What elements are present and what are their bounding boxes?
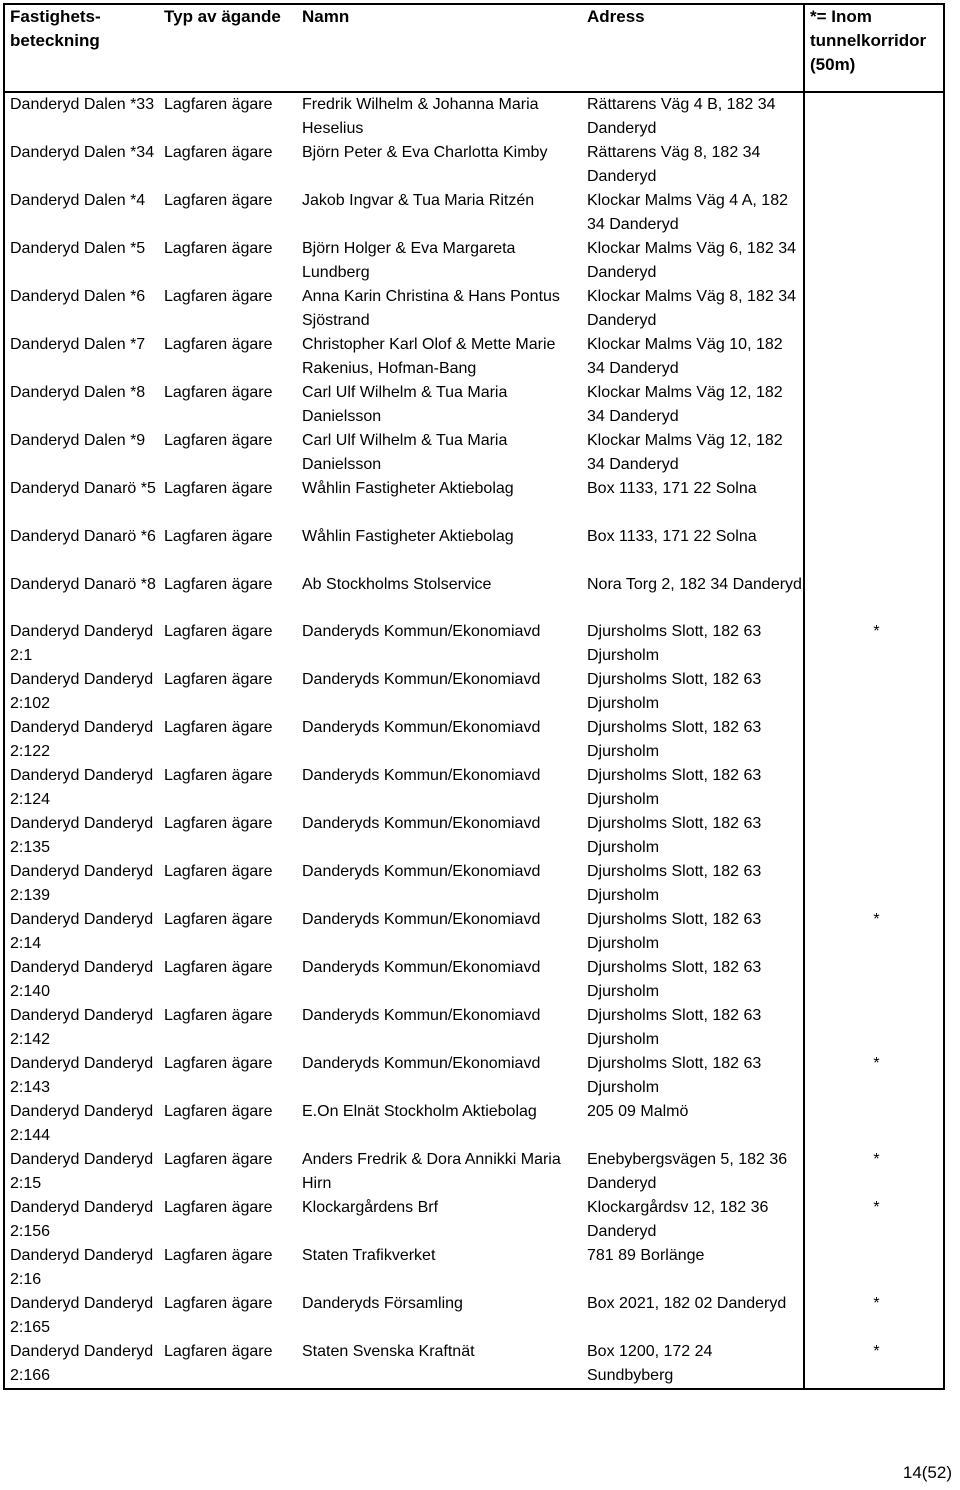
cell-typ-av-agande: Lagfaren ägare — [164, 96, 273, 113]
cell-fastighetsbeteckning: Danderyd Danderyd 2:156 — [10, 1199, 154, 1241]
table-row — [4, 333, 944, 381]
cell-namn: Staten Svenska Kraftnät — [302, 1343, 475, 1361]
cell-fastighetsbeteckning: Danderyd Danderyd 2:124 — [10, 767, 154, 809]
table-row — [4, 1148, 944, 1196]
cell-typ-av-agande: Lagfaren ägare — [164, 288, 273, 305]
cell-adress: Djursholms Slott, 182 63 Djursholm — [587, 959, 762, 1001]
cell-adress: Djursholms Slott, 182 63 Djursholm — [587, 767, 762, 809]
table-row — [4, 956, 944, 1004]
cell-tunnelkorridor — [804, 573, 944, 621]
header-fastighetsbeteckning: Fastighets- beteckning — [4, 4, 159, 92]
cell-namn: Staten Trafikverket — [302, 1247, 436, 1265]
cell-tunnelkorridor: * — [804, 620, 944, 668]
cell-typ-av-agande: Lagfaren ägare — [164, 1103, 273, 1121]
cell-fastighetsbeteckning: Danderyd Danderyd 2:143 — [10, 1055, 154, 1097]
cell-fastighetsbeteckning: Danderyd Dalen *9 — [10, 432, 146, 449]
table-row — [4, 237, 944, 285]
cell-fastighetsbeteckning: Danderyd Dalen *34 — [10, 144, 155, 161]
cell-fastighetsbeteckning: Danderyd Danarö *6 — [10, 527, 156, 545]
cell-tunnelkorridor — [804, 956, 944, 1004]
table-row — [4, 1340, 944, 1389]
cell-fastighetsbeteckning: Danderyd Danderyd 2:1 — [10, 623, 154, 665]
table-row — [4, 1292, 944, 1340]
cell-typ-av-agande: Lagfaren ägare — [164, 719, 273, 737]
cell-tunnelkorridor: * — [804, 1292, 944, 1340]
property-owners-table — [3, 3, 945, 1390]
cell-typ-av-agande: Lagfaren ägare — [164, 671, 273, 689]
header-tunnelkorridor: *= Inom tunnelkorridor (50m) — [804, 4, 944, 92]
cell-namn: Fredrik Wilhelm & Johanna Maria Heselius — [302, 96, 539, 137]
cell-adress: 205 09 Malmö — [587, 1103, 689, 1121]
cell-namn: Danderyds Kommun/Ekonomiavd — [302, 1055, 541, 1073]
cell-typ-av-agande: Lagfaren ägare — [164, 1007, 273, 1025]
cell-adress: Djursholms Slott, 182 63 Djursholm — [587, 815, 762, 857]
cell-adress: Klockar Malms Väg 12, 182 34 Danderyd — [587, 384, 783, 425]
cell-namn: Jakob Ingvar & Tua Maria Ritzén — [302, 192, 535, 209]
cell-tunnelkorridor: * — [804, 1196, 944, 1244]
cell-typ-av-agande: Lagfaren ägare — [164, 432, 273, 449]
cell-typ-av-agande: Lagfaren ägare — [164, 1247, 273, 1265]
cell-typ-av-agande: Lagfaren ägare — [164, 336, 273, 353]
cell-adress: Djursholms Slott, 182 63 Djursholm — [587, 1055, 762, 1097]
cell-namn: Danderyds Kommun/Ekonomiavd — [302, 1007, 541, 1025]
table-row — [4, 764, 944, 812]
cell-adress: Enebybergsvägen 5, 182 36 Danderyd — [587, 1151, 788, 1193]
cell-adress: Djursholms Slott, 182 63 Djursholm — [587, 719, 762, 761]
cell-namn: Danderyds Kommun/Ekonomiavd — [302, 719, 541, 737]
table-row — [4, 908, 944, 956]
cell-adress: Box 2021, 182 02 Danderyd — [587, 1295, 787, 1313]
cell-tunnelkorridor — [804, 92, 944, 141]
cell-fastighetsbeteckning: Danderyd Danarö *8 — [10, 575, 156, 593]
cell-adress: Djursholms Slott, 182 63 Djursholm — [587, 671, 762, 713]
table-row — [4, 1196, 944, 1244]
cell-namn: Klockargårdens Brf — [302, 1199, 439, 1217]
cell-tunnelkorridor — [804, 285, 944, 333]
cell-tunnelkorridor — [804, 812, 944, 860]
table-row — [4, 141, 944, 189]
cell-typ-av-agande: Lagfaren ägare — [164, 767, 273, 785]
cell-tunnelkorridor — [804, 237, 944, 285]
cell-tunnelkorridor: * — [804, 1340, 944, 1389]
header-namn: Namn — [297, 4, 582, 92]
cell-typ-av-agande: Lagfaren ägare — [164, 1295, 273, 1313]
cell-namn: Danderyds Kommun/Ekonomiavd — [302, 623, 541, 641]
cell-fastighetsbeteckning: Danderyd Dalen *5 — [10, 240, 146, 257]
cell-adress: Box 1133, 171 22 Solna — [587, 480, 757, 497]
cell-tunnelkorridor — [804, 141, 944, 189]
cell-namn: Björn Holger & Eva Margareta Lundberg — [302, 240, 516, 281]
cell-tunnelkorridor — [804, 668, 944, 716]
cell-typ-av-agande: Lagfaren ägare — [164, 959, 273, 977]
cell-adress: Box 1133, 171 22 Solna — [587, 527, 757, 545]
cell-typ-av-agande: Lagfaren ägare — [164, 911, 273, 929]
table-row — [4, 429, 944, 477]
cell-typ-av-agande: Lagfaren ägare — [164, 527, 273, 545]
cell-namn: Anna Karin Christina & Hans Pontus Sjöstrand — [302, 288, 560, 329]
table-row — [4, 477, 944, 525]
header-typ-av-agande: Typ av ägande — [159, 4, 297, 92]
cell-adress: Djursholms Slott, 182 63 Djursholm — [587, 623, 762, 665]
cell-namn: Danderyds Kommun/Ekonomiavd — [302, 959, 541, 977]
page-number: 14(52) — [902, 1463, 952, 1482]
cell-adress: Djursholms Slott, 182 63 Djursholm — [587, 863, 762, 905]
cell-namn: Danderyds Kommun/Ekonomiavd — [302, 815, 541, 833]
cell-typ-av-agande: Lagfaren ägare — [164, 575, 273, 593]
cell-tunnelkorridor — [804, 1004, 944, 1052]
cell-tunnelkorridor — [804, 429, 944, 477]
cell-fastighetsbeteckning: Danderyd Danderyd 2:14 — [10, 911, 154, 953]
table-row — [4, 620, 944, 668]
cell-fastighetsbeteckning: Danderyd Danderyd 2:102 — [10, 671, 154, 713]
cell-typ-av-agande: Lagfaren ägare — [164, 623, 273, 641]
cell-tunnelkorridor — [804, 333, 944, 381]
cell-adress: Klockar Malms Väg 8, 182 34 Danderyd — [587, 288, 796, 329]
cell-namn: Danderyds Kommun/Ekonomiavd — [302, 863, 541, 881]
cell-fastighetsbeteckning: Danderyd Danderyd 2:165 — [10, 1295, 154, 1337]
cell-namn: Danderyds Kommun/Ekonomiavd — [302, 671, 541, 689]
cell-adress: Nora Torg 2, 182 34 Danderyd — [587, 575, 802, 593]
table-row — [4, 381, 944, 429]
cell-namn: Carl Ulf Wilhelm & Tua Maria Danielsson — [302, 384, 508, 425]
cell-tunnelkorridor: * — [804, 908, 944, 956]
cell-tunnelkorridor: * — [804, 1148, 944, 1196]
table-row — [4, 812, 944, 860]
cell-fastighetsbeteckning: Danderyd Danderyd 2:166 — [10, 1343, 154, 1385]
table-row — [4, 1244, 944, 1292]
cell-adress: Djursholms Slott, 182 63 Djursholm — [587, 1007, 762, 1049]
cell-adress: Box 1200, 172 24 Sundbyberg — [587, 1343, 713, 1385]
cell-typ-av-agande: Lagfaren ägare — [164, 384, 273, 401]
cell-adress: Djursholms Slott, 182 63 Djursholm — [587, 911, 762, 953]
table-row — [4, 189, 944, 237]
cell-tunnelkorridor — [804, 716, 944, 764]
cell-typ-av-agande: Lagfaren ägare — [164, 192, 273, 209]
cell-namn: Anders Fredrik & Dora Annikki Maria Hirn — [302, 1151, 561, 1193]
cell-fastighetsbeteckning: Danderyd Dalen *4 — [10, 192, 146, 209]
cell-tunnelkorridor — [804, 525, 944, 573]
cell-adress: Klockar Malms Väg 4 A, 182 34 Danderyd — [587, 192, 788, 233]
table-row — [4, 92, 944, 141]
cell-tunnelkorridor — [804, 1244, 944, 1292]
table-row — [4, 573, 944, 621]
cell-typ-av-agande: Lagfaren ägare — [164, 815, 273, 833]
table-row — [4, 668, 944, 716]
cell-fastighetsbeteckning: Danderyd Danderyd 2:139 — [10, 863, 154, 905]
cell-namn: Ab Stockholms Stolservice — [302, 575, 492, 593]
cell-fastighetsbeteckning: Danderyd Danderyd 2:122 — [10, 719, 154, 761]
cell-namn: Danderyds Kommun/Ekonomiavd — [302, 911, 541, 929]
table-row — [4, 1100, 944, 1148]
cell-fastighetsbeteckning: Danderyd Danderyd 2:15 — [10, 1151, 154, 1193]
cell-adress: Rättarens Väg 4 B, 182 34 Danderyd — [587, 96, 776, 137]
header-adress: Adress — [582, 4, 804, 92]
cell-typ-av-agande: Lagfaren ägare — [164, 863, 273, 881]
cell-typ-av-agande: Lagfaren ägare — [164, 240, 273, 257]
cell-namn: Wåhlin Fastigheter Aktiebolag — [302, 527, 514, 545]
cell-namn: Carl Ulf Wilhelm & Tua Maria Danielsson — [302, 432, 508, 473]
cell-tunnelkorridor — [804, 477, 944, 525]
cell-fastighetsbeteckning: Danderyd Danderyd 2:135 — [10, 815, 154, 857]
cell-adress: Klockargårdsv 12, 182 36 Danderyd — [587, 1199, 769, 1241]
cell-tunnelkorridor — [804, 381, 944, 429]
cell-namn: Danderyds Kommun/Ekonomiavd — [302, 767, 541, 785]
cell-typ-av-agande: Lagfaren ägare — [164, 1199, 273, 1217]
cell-namn: Björn Peter & Eva Charlotta Kimby — [302, 144, 548, 161]
cell-namn: Wåhlin Fastigheter Aktiebolag — [302, 480, 514, 497]
cell-fastighetsbeteckning: Danderyd Dalen *7 — [10, 336, 146, 353]
cell-adress: Klockar Malms Väg 10, 182 34 Danderyd — [587, 336, 783, 377]
table-row — [4, 1004, 944, 1052]
cell-namn: E.On Elnät Stockholm Aktiebolag — [302, 1103, 537, 1121]
cell-adress: 781 89 Borlänge — [587, 1247, 705, 1265]
table-row — [4, 716, 944, 764]
cell-adress: Rättarens Väg 8, 182 34 Danderyd — [587, 144, 761, 185]
cell-tunnelkorridor — [804, 1100, 944, 1148]
cell-typ-av-agande: Lagfaren ägare — [164, 1055, 273, 1073]
cell-tunnelkorridor — [804, 189, 944, 237]
cell-fastighetsbeteckning: Danderyd Danderyd 2:140 — [10, 959, 154, 1001]
table-row — [4, 285, 944, 333]
table-row — [4, 860, 944, 908]
cell-fastighetsbeteckning: Danderyd Dalen *8 — [10, 384, 146, 401]
cell-fastighetsbeteckning: Danderyd Dalen *33 — [10, 96, 155, 113]
cell-typ-av-agande: Lagfaren ägare — [164, 1343, 273, 1361]
cell-fastighetsbeteckning: Danderyd Danderyd 2:16 — [10, 1247, 154, 1289]
cell-fastighetsbeteckning: Danderyd Danderyd 2:144 — [10, 1103, 154, 1145]
cell-fastighetsbeteckning: Danderyd Dalen *6 — [10, 288, 146, 305]
cell-tunnelkorridor — [804, 764, 944, 812]
cell-fastighetsbeteckning: Danderyd Danarö *5 — [10, 480, 156, 497]
cell-adress: Klockar Malms Väg 12, 182 34 Danderyd — [587, 432, 783, 473]
cell-tunnelkorridor: * — [804, 1052, 944, 1100]
cell-typ-av-agande: Lagfaren ägare — [164, 144, 273, 161]
cell-typ-av-agande: Lagfaren ägare — [164, 480, 273, 497]
cell-fastighetsbeteckning: Danderyd Danderyd 2:142 — [10, 1007, 154, 1049]
table-row — [4, 525, 944, 573]
cell-tunnelkorridor — [804, 860, 944, 908]
table-row — [4, 1052, 944, 1100]
cell-adress: Klockar Malms Väg 6, 182 34 Danderyd — [587, 240, 796, 281]
table-header-row — [4, 4, 944, 92]
cell-typ-av-agande: Lagfaren ägare — [164, 1151, 273, 1169]
cell-namn: Christopher Karl Olof & Mette Marie Rakenius, Hofman-Bang — [302, 336, 556, 377]
cell-namn: Danderyds Församling — [302, 1295, 463, 1313]
